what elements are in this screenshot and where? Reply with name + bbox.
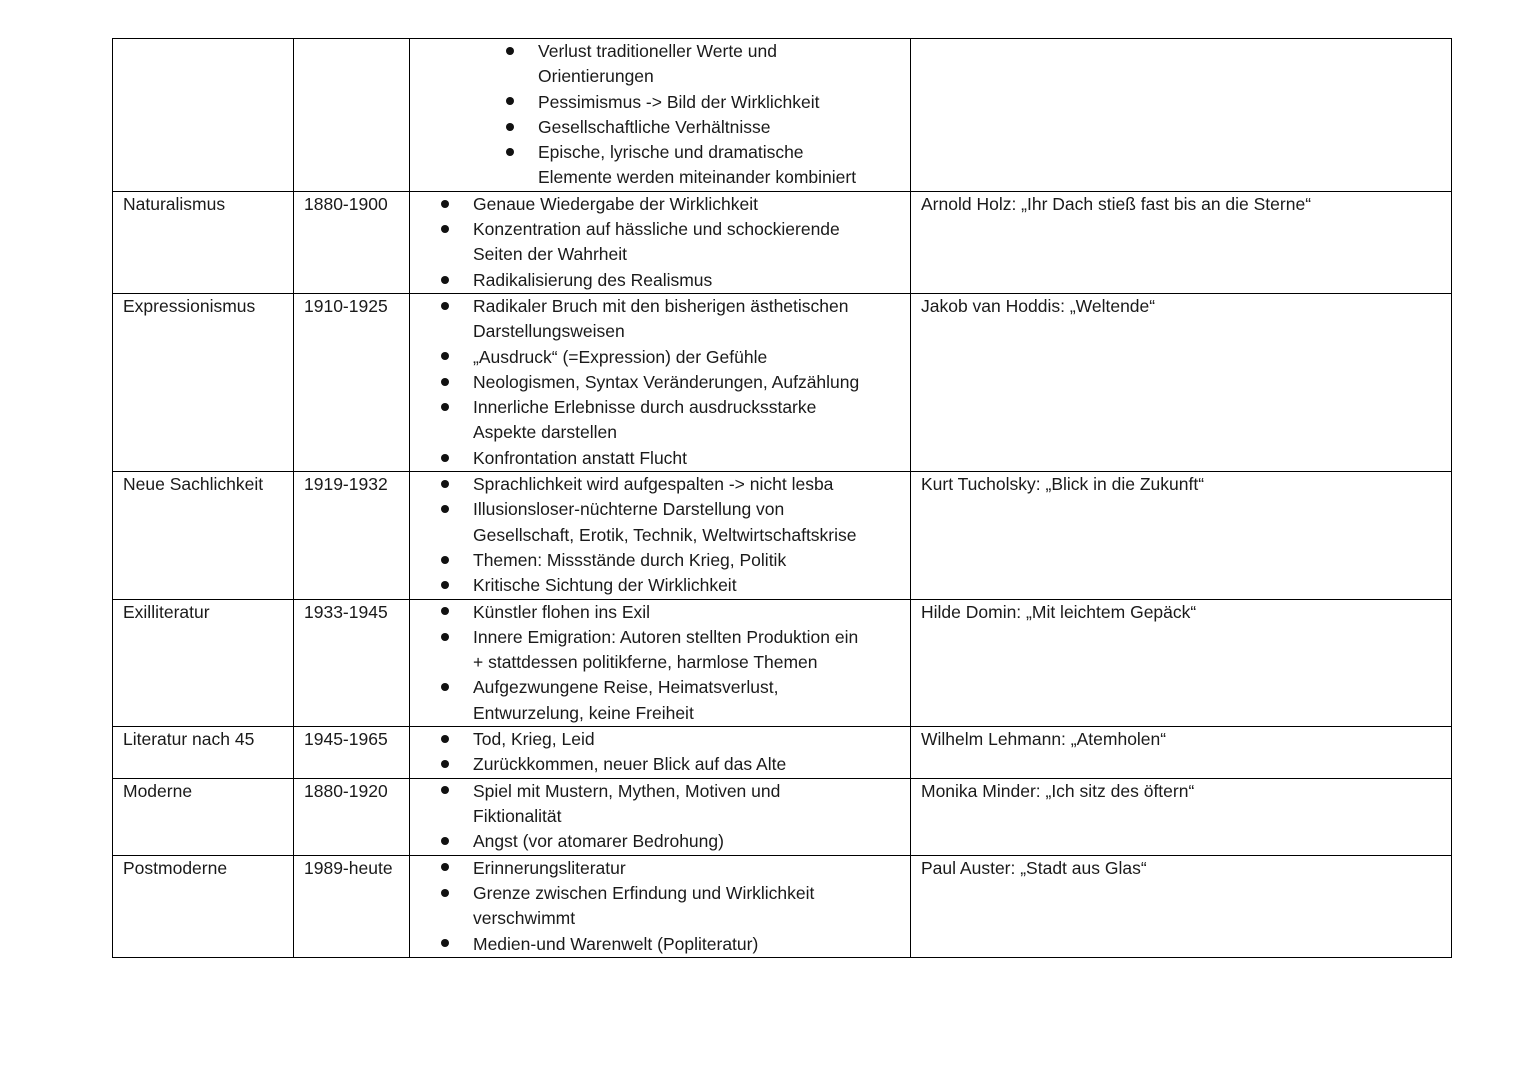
list-item bbox=[473, 675, 910, 726]
trait-text-line: Pessimismus -> Bild der Wirklichkeit bbox=[538, 91, 820, 112]
trait-text-line: Erinnerungsliteratur bbox=[473, 857, 626, 878]
bullet-icon bbox=[505, 90, 515, 115]
trait-text-line: Radikaler Bruch mit den bisherigen ästhetischen bbox=[473, 295, 849, 316]
epoch-cell: Expressionismus bbox=[113, 293, 294, 471]
trait-text-line: Grenze zwischen Erfindung und Wirklichkeit bbox=[473, 882, 815, 903]
list-item bbox=[473, 192, 910, 217]
list-item bbox=[473, 829, 910, 854]
trait-text-line: Spiel mit Mustern, Mythen, Motiven und bbox=[473, 780, 781, 801]
list-item bbox=[473, 497, 910, 548]
bullet-icon bbox=[440, 856, 450, 881]
trait-text-line: Konzentration auf hässliche und schockierende bbox=[473, 219, 840, 240]
bullet-icon bbox=[440, 881, 450, 906]
trait-text-line: Innerliche Erlebnisse durch ausdrucksstarke bbox=[473, 397, 817, 418]
example-work-cell bbox=[911, 39, 1452, 192]
bullet-icon bbox=[440, 370, 450, 395]
years-cell: 1910-1925 bbox=[294, 293, 410, 471]
example-work-cell: Jakob van Hoddis: „Weltende“ bbox=[911, 293, 1452, 471]
list-item bbox=[473, 600, 910, 625]
bullet-icon bbox=[440, 727, 450, 752]
trait-text-line: Neologismen, Syntax Veränderungen, Aufzählung bbox=[473, 371, 860, 392]
list-item bbox=[473, 881, 910, 932]
list-item bbox=[473, 217, 910, 268]
table-row bbox=[113, 855, 1452, 957]
trait-text-line: Medien-und Warenwelt (Popliteratur) bbox=[473, 933, 759, 954]
table-row bbox=[113, 39, 1452, 192]
traits-list bbox=[410, 192, 910, 293]
traits-list bbox=[410, 39, 910, 191]
years-cell: 1880-1920 bbox=[294, 778, 410, 855]
bullet-icon bbox=[440, 625, 450, 650]
bullet-icon bbox=[440, 472, 450, 497]
trait-text-line: Gesellschaft, Erotik, Technik, Weltwirtschaftskrise bbox=[473, 524, 857, 545]
traits-cell bbox=[410, 855, 911, 957]
trait-text-line: Aufgezwungene Reise, Heimatsverlust, bbox=[473, 677, 779, 698]
trait-text-line: Verlust traditioneller Werte und bbox=[538, 41, 777, 61]
list-item bbox=[473, 779, 910, 830]
table-body bbox=[113, 39, 1452, 958]
traits-list bbox=[410, 600, 910, 726]
list-item bbox=[473, 268, 910, 293]
list-item bbox=[473, 472, 910, 497]
trait-text-line: Angst (vor atomarer Bedrohung) bbox=[473, 831, 724, 852]
bullet-icon bbox=[440, 829, 450, 854]
trait-text-line: Zurückkommen, neuer Blick auf das Alte bbox=[473, 754, 787, 775]
epoch-cell: Naturalismus bbox=[113, 191, 294, 293]
trait-text-line: Radikalisierung des Realismus bbox=[473, 269, 713, 290]
bullet-icon bbox=[440, 752, 450, 777]
bullet-icon bbox=[440, 446, 450, 471]
table-row bbox=[113, 472, 1452, 599]
traits-list bbox=[410, 779, 910, 855]
list-item bbox=[473, 727, 910, 752]
bullet-icon bbox=[440, 268, 450, 293]
list-item bbox=[538, 90, 910, 115]
list-item bbox=[473, 856, 910, 881]
trait-text-line: Illusionsloser-nüchterne Darstellung von bbox=[473, 499, 785, 520]
example-work-cell: Monika Minder: „Ich sitz des öftern“ bbox=[911, 778, 1452, 855]
list-item bbox=[473, 345, 910, 370]
trait-text-line: Gesellschaftliche Verhältnisse bbox=[538, 116, 771, 137]
trait-text-line: Tod, Krieg, Leid bbox=[473, 729, 595, 750]
list-item bbox=[538, 115, 910, 140]
table-row bbox=[113, 191, 1452, 293]
bullet-icon bbox=[440, 675, 450, 700]
traits-cell bbox=[410, 39, 911, 192]
years-cell: 1880-1900 bbox=[294, 191, 410, 293]
years-cell bbox=[294, 39, 410, 192]
bullet-icon bbox=[505, 140, 515, 165]
trait-text-line: Aspekte darstellen bbox=[473, 422, 617, 443]
bullet-icon bbox=[440, 573, 450, 598]
traits-cell bbox=[410, 727, 911, 779]
bullet-icon bbox=[440, 345, 450, 370]
traits-cell bbox=[410, 599, 911, 726]
trait-text-line: Orientierungen bbox=[538, 66, 654, 87]
epoch-cell: Literatur nach 45 bbox=[113, 727, 294, 779]
bullet-icon bbox=[440, 497, 450, 522]
list-item bbox=[473, 294, 910, 345]
bullet-icon bbox=[440, 600, 450, 625]
list-item bbox=[473, 395, 910, 446]
trait-text-line: Genaue Wiedergabe der Wirklichkeit bbox=[473, 193, 758, 214]
epoch-cell: Exilliteratur bbox=[113, 599, 294, 726]
example-work-cell: Paul Auster: „Stadt aus Glas“ bbox=[911, 855, 1452, 957]
epoch-cell: Moderne bbox=[113, 778, 294, 855]
trait-text-line: Innere Emigration: Autoren stellten Produktion ein bbox=[473, 626, 859, 647]
epoch-cell bbox=[113, 39, 294, 192]
list-item bbox=[473, 932, 910, 957]
trait-text-line: Entwurzelung, keine Freiheit bbox=[473, 702, 694, 723]
traits-list bbox=[410, 856, 910, 957]
example-work-cell: Wilhelm Lehmann: „Atemholen“ bbox=[911, 727, 1452, 779]
list-item bbox=[473, 548, 910, 573]
list-item bbox=[538, 39, 910, 90]
bullet-icon bbox=[440, 932, 450, 957]
list-item bbox=[473, 625, 910, 676]
trait-text-line: Seiten der Wahrheit bbox=[473, 244, 628, 265]
epoch-cell: Postmoderne bbox=[113, 855, 294, 957]
bullet-icon bbox=[440, 294, 450, 319]
bullet-icon bbox=[440, 192, 450, 217]
list-item bbox=[473, 446, 910, 471]
table-row bbox=[113, 778, 1452, 855]
trait-text-line: Konfrontation anstatt Flucht bbox=[473, 447, 688, 468]
bullet-icon bbox=[440, 548, 450, 573]
trait-text-line: Sprachlichkeit wird aufgespalten -> nicht lesba bbox=[473, 474, 834, 495]
bullet-icon bbox=[440, 395, 450, 420]
trait-text-line: Themen: Missstände durch Krieg, Politik bbox=[473, 549, 787, 570]
trait-text-line: Kritische Sichtung der Wirklichkeit bbox=[473, 575, 737, 596]
list-item bbox=[473, 573, 910, 598]
bullet-icon bbox=[505, 39, 515, 64]
trait-text-line: Darstellungsweisen bbox=[473, 321, 625, 342]
trait-text-line: Fiktionalität bbox=[473, 805, 562, 826]
traits-cell bbox=[410, 472, 911, 599]
example-work-cell: Hilde Domin: „Mit leichtem Gepäck“ bbox=[911, 599, 1452, 726]
epoch-cell: Neue Sachlichkeit bbox=[113, 472, 294, 599]
trait-text-line: Elemente werden miteinander kombiniert bbox=[538, 167, 857, 188]
years-cell: 1989-heute bbox=[294, 855, 410, 957]
trait-text-line: Künstler flohen ins Exil bbox=[473, 601, 651, 622]
bullet-icon bbox=[505, 115, 515, 140]
traits-list bbox=[410, 472, 910, 598]
trait-text-line: Epische, lyrische und dramatische bbox=[538, 142, 804, 163]
list-item bbox=[473, 370, 910, 395]
years-cell: 1919-1932 bbox=[294, 472, 410, 599]
bullet-icon bbox=[440, 217, 450, 242]
traits-cell bbox=[410, 191, 911, 293]
list-item bbox=[538, 140, 910, 191]
list-item bbox=[473, 752, 910, 777]
traits-list bbox=[410, 727, 910, 778]
literary-epochs-table bbox=[112, 38, 1452, 958]
traits-cell bbox=[410, 293, 911, 471]
table-row bbox=[113, 293, 1452, 471]
years-cell: 1933-1945 bbox=[294, 599, 410, 726]
bullet-icon bbox=[440, 779, 450, 804]
trait-text-line: verschwimmt bbox=[473, 908, 576, 929]
trait-text-line: + stattdessen politikferne, harmlose Themen bbox=[473, 652, 818, 673]
traits-cell bbox=[410, 778, 911, 855]
example-work-cell: Arnold Holz: „Ihr Dach stieß fast bis an die Sterne“ bbox=[911, 191, 1452, 293]
table-row bbox=[113, 599, 1452, 726]
years-cell: 1945-1965 bbox=[294, 727, 410, 779]
trait-text-line: „Ausdruck“ (=Expression) der Gefühle bbox=[473, 346, 768, 367]
traits-list bbox=[410, 294, 910, 471]
example-work-cell: Kurt Tucholsky: „Blick in die Zukunft“ bbox=[911, 472, 1452, 599]
table-row bbox=[113, 727, 1452, 779]
